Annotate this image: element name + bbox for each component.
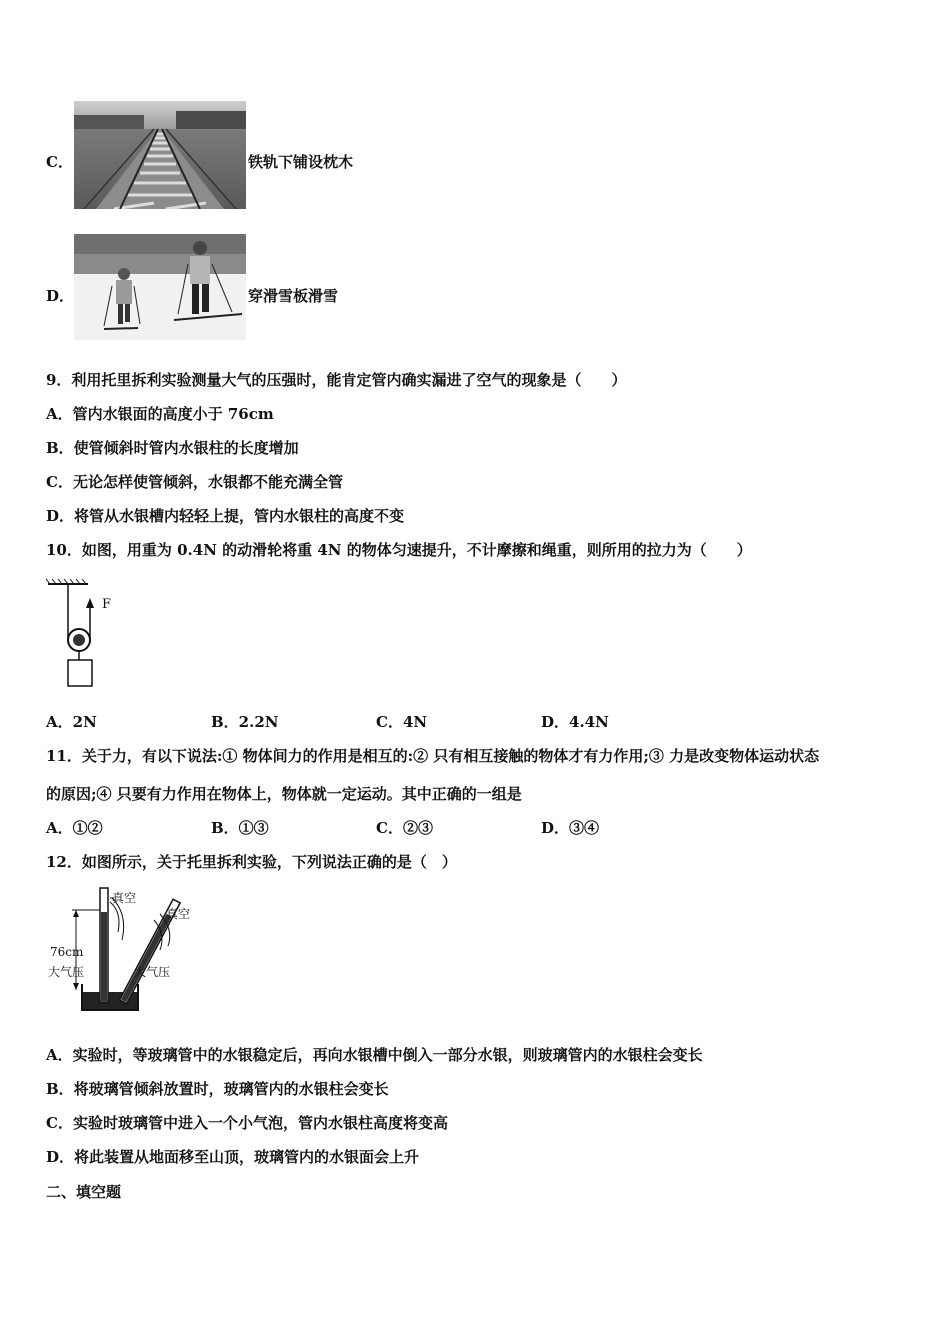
q11-option-b: B．①③ [211,819,269,837]
q9-option-c: C．无论怎样使管倾斜，水银都不能充满全管 [46,473,343,491]
atm-left-label: 大气压 [48,965,85,979]
q12-stem: 12．如图所示，关于托里拆利实验，下列说法正确的是（ ） [46,853,457,871]
q10-option-c: C．4N [376,713,428,731]
q9-option-b: B．使管倾斜时管内水银柱的长度增加 [46,439,299,457]
option-d-caption: 穿滑雪板滑雪 [248,287,339,305]
vacuum-right-label: 真空 [166,907,191,921]
q9-stem: 9．利用托里拆利实验测量大气的压强时，能肯定管内确实漏进了空气的现象是（ ） [46,371,627,389]
q9-option-a: A．管内水银面的高度小于 76cm [46,405,274,423]
pulley-figure [46,578,126,692]
q11-option-d: D．③④ [541,819,600,837]
q9-option-d: D．将管从水银槽内轻轻上提，管内水银柱的高度不变 [46,507,405,525]
q11-stem-line1: 11．关于力，有以下说法:① 物体间力的作用是相互的:② 只有相互接触的物体才有力作用;③ 力是改变物体运动状态 [46,747,820,765]
vacuum-left-label: 真空 [112,891,137,905]
height-76cm-label: 76cm [50,945,84,959]
q12-option-d: D．将此装置从地面移至山顶，玻璃管内的水银面会上升 [46,1148,420,1166]
q11-option-c: C．②③ [376,819,433,837]
railway-photo [74,101,246,209]
skiing-photo [74,234,246,340]
force-label: F [102,597,112,612]
section-2-title: 二、填空题 [46,1183,122,1201]
q12-option-a: A．实验时，等玻璃管中的水银稳定后，再向水银槽中倒入一部分水银，则玻璃管内的水银柱会变长 [46,1046,703,1064]
option-d-label: D． [46,287,75,305]
option-c-label: C． [46,153,73,171]
atm-right-label: 大气压 [134,965,171,979]
q12-option-b: B．将玻璃管倾斜放置时，玻璃管内的水银柱会变长 [46,1080,389,1098]
q12-option-c: C．实验时玻璃管中进入一个小气泡，管内水银柱高度将变高 [46,1114,448,1132]
q10-option-d: D．4.4N [541,713,609,731]
q11-stem-line2: 的原因;④ 只要有力作用在物体上，物体就一定运动。其中正确的一组是 [46,785,522,803]
q10-option-a: A．2N [46,713,97,731]
torricelli-figure [46,884,206,1016]
q10-option-b: B．2.2N [211,713,279,731]
q11-option-a: A．①② [46,819,103,837]
q10-stem: 10．如图，用重为 0.4N 的动滑轮将重 4N 的物体匀速提升，不计摩擦和绳重，则所用的拉力为（ ） [46,541,752,559]
option-c-caption: 铁轨下铺设枕木 [248,153,354,171]
